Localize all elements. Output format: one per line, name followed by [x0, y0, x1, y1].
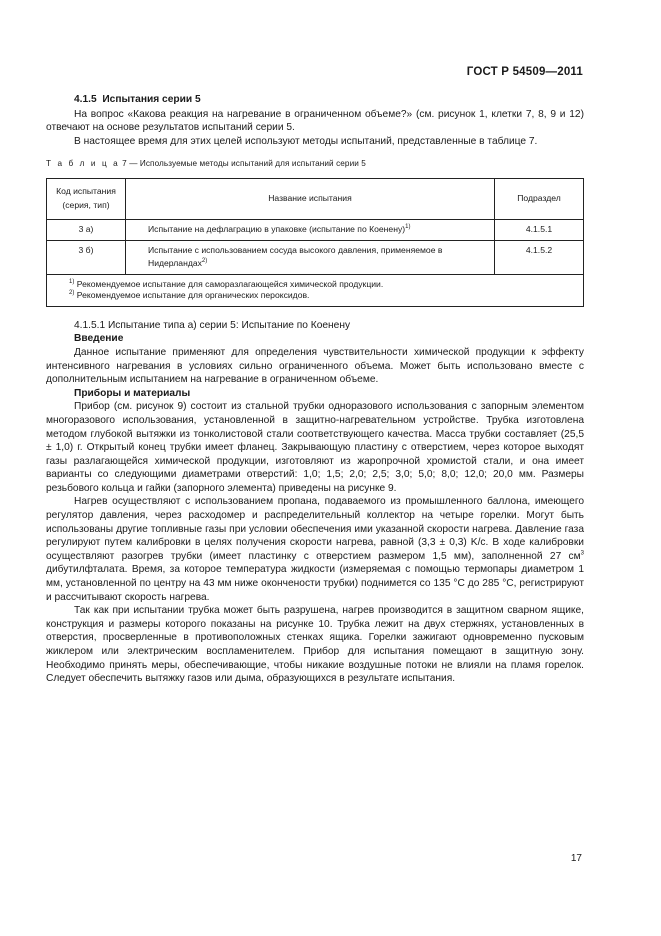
cell-name: [126, 240, 495, 274]
paragraph: В настоящее время для этих целей используют методы испытаний, представленные в таблице 7.: [74, 135, 538, 147]
table-footnotes: [47, 274, 584, 306]
cell-code: 3 б): [47, 240, 126, 274]
paragraph-part: Нагрев осуществляют с использованием пропана, подаваемого из промышленного баллона, имеющего регулятор давления, через расходомер и распределительный коллектор на четыре горелки. Могут быть использованы другие топливные газы при условии обеспечения ими указанной скорости нагрева. Давление газа регулируют путем калибровки в целях получения скорости нагрева, равной (3,3 ± 0,3) K/c. В ходе калибровки осуществляют разогрев трубки (имеет пластинку с отверстием размером 1,5 мм), заполненной 27 см: [46, 496, 584, 562]
table-caption: [46, 157, 584, 171]
equipment-heading: Приборы и материалы: [74, 387, 191, 399]
table-row: [47, 240, 584, 274]
footnote-ref: 2): [201, 258, 208, 265]
superscript: 3: [580, 550, 584, 557]
page-content: [46, 93, 584, 686]
intro-heading: Введение: [74, 333, 124, 345]
section-number: 4.1.5: [74, 94, 97, 105]
cell-code: 3 а): [47, 219, 126, 240]
paragraph: Прибор (см. рисунок 9) состоит из стальной трубки одноразового использования с запорным элементом многоразового использования, установленной в защитно-нагревательном устройстве. Трубка изготовлена методом глубокой вытяжки из тонколистовой стали соответствующего качества. Масса трубки составляет (25,5 ± 1,0) г. Открытый конец трубки имеет фланец. Закрывающую пластину с отверстием, через которое выходят газы разлагающейся химической продукции, изготовляют из жаропрочной хромистой стали, и она имеет варианты со следующими диаметрами отверстий: 1,0; 1,5; 2,0; 2,5; 3,0; 5,0; 8,0; 12,0; 20,0 мм. Размеры резьбового кольца и гайки (запорного элемента) приведены на рисунке 9.: [46, 401, 584, 494]
page-number: 17: [570, 853, 582, 864]
cell-section: 4.1.5.2: [495, 240, 584, 274]
footnote: [69, 279, 578, 290]
table-header-row: [47, 178, 584, 219]
standard-number: ГОСТ Р 54509—2011: [466, 66, 583, 78]
section-title: Испытания серии 5: [102, 94, 201, 105]
table-row: [47, 219, 584, 240]
paragraph: На вопрос «Какова реакция на нагревание в ограниченном объеме?» (см. рисунок 1, клетки 7, 8, 9 и 12) отвечают на основе результатов испытаний серии 5.: [46, 108, 584, 134]
tests-table: [46, 178, 584, 307]
footnote: [69, 290, 578, 301]
header-section: Подраздел: [495, 178, 584, 219]
paragraph-part: дибутилфталата. Время, за которое температура жидкости (измеряемая с помощью термопары диаметром 1 мм, установленной по центру на 43 мм ниже окончености трубки) поднимется со 135 °C до 285 °C, регистрируют и рассчитывают скорость нагрева.: [46, 564, 584, 603]
cell-section: 4.1.5.1: [495, 219, 584, 240]
cell-name: [126, 219, 495, 240]
footnote-mark: 1): [69, 278, 75, 285]
paragraph: Так как при испытании трубка может быть разрушена, нагрев производится в защитном сварном ящике, конструкция и размеры которого показаны на рисунке 10. Трубка лежит на двух стержнях, установленных в отверстия, просверленные в противоположных стенках ящика. Горелки зажигают одновременно пусковым жиклером или электрическим воспламенителем. Прибор для испытания помещают в защитную зону. Необходимо принять меры, обеспечивающие, чтобы никакие воздушные потоки не влияли на пламя горелок. Следует обеспечить вытяжку газов или дыма, образующихся в результате испытания.: [46, 605, 584, 685]
test-name: Испытание с использованием сосуда высокого давления, применяемое в Нидерландах: [148, 244, 443, 269]
header-code: Код испытания (серия, тип): [47, 178, 126, 219]
paragraph: [46, 495, 584, 604]
test-name: Испытание на дефлаграцию в упаковке (испытание по Коенену): [148, 223, 406, 234]
table-caption-text: 7 — Используемые методы испытаний для испытаний серии 5: [119, 159, 366, 169]
subsection-title: 4.1.5.1 Испытание типа а) серии 5: Испытание по Коенену: [74, 319, 351, 331]
table-caption-prefix: Т а б л и ц а: [46, 159, 120, 169]
footnote-text: Рекомендуемое испытание для саморазлагающейся химической продукции.: [74, 278, 384, 289]
table-footnotes-row: [47, 274, 584, 306]
footnote-text: Рекомендуемое испытание для органических пероксидов.: [74, 289, 310, 300]
footnote-mark: 2): [69, 289, 75, 296]
footnote-ref: 1): [405, 224, 411, 231]
header-name: Название испытания: [126, 178, 495, 219]
section-4-1-5-heading: [46, 93, 584, 107]
paragraph: Данное испытание применяют для определения чувствительности химической продукции к эффекту интенсивного нагревания в условиях сильно ограниченного объема. Может быть использовано вместе с дополнительным испытанием на нагревание в ограниченном объеме.: [46, 346, 584, 386]
